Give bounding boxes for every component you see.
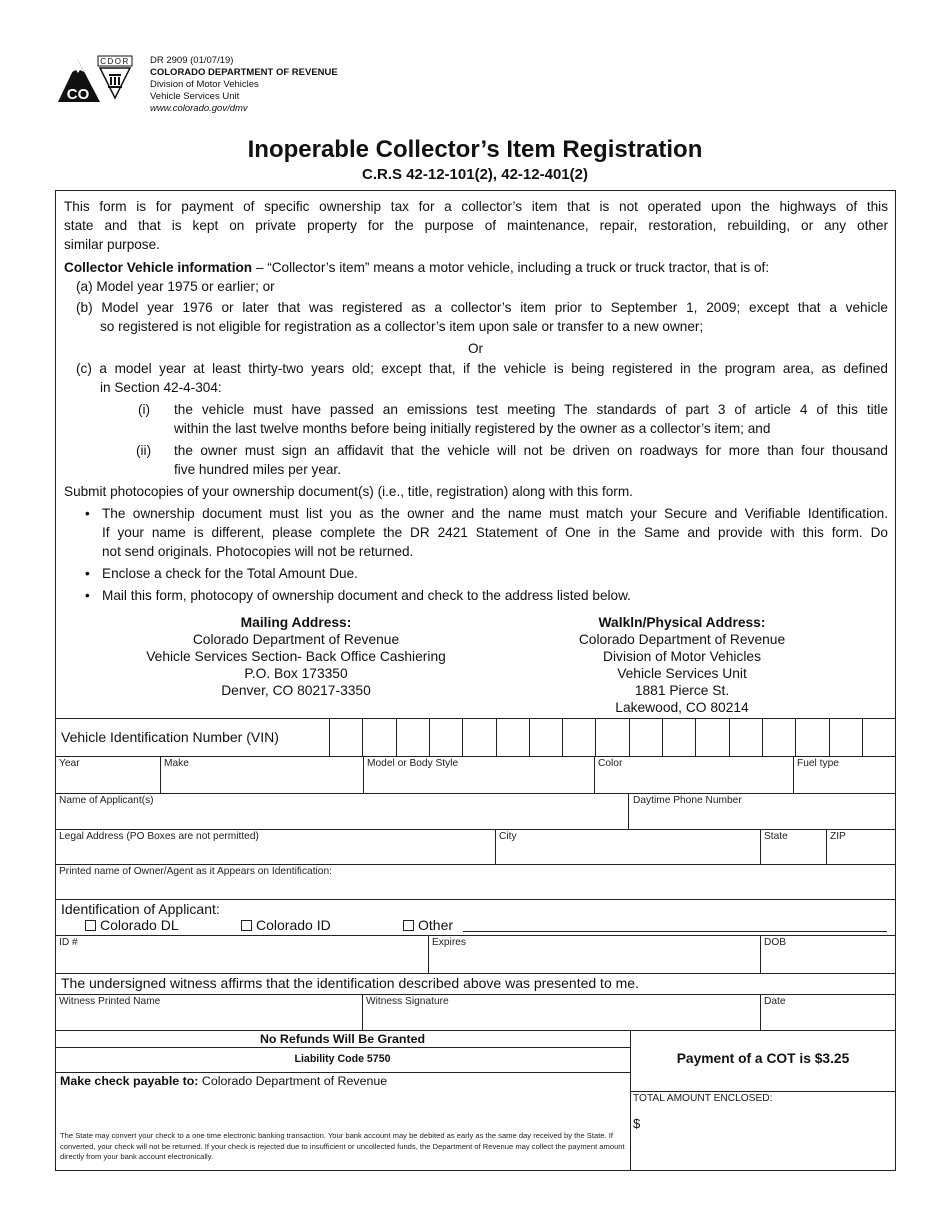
bullet-dot: • <box>85 566 90 581</box>
vin-box-divider <box>795 719 796 756</box>
liability-code: Liability Code 5750 <box>294 1053 391 1065</box>
color-field[interactable]: Color <box>598 758 623 769</box>
checkbox-icon <box>403 920 414 931</box>
witness-statement: The undersigned witness affirms that the identification described above was presented to me. <box>61 975 639 991</box>
unit-name: Vehicle Services Unit <box>150 91 240 102</box>
sub-ii-number: (ii) <box>136 443 152 458</box>
year-field[interactable]: Year <box>59 758 80 769</box>
mailing-line: Denver, CO 80217-3350 <box>221 683 371 698</box>
model-field[interactable]: Model or Body Style <box>367 758 459 769</box>
other-id-input[interactable] <box>463 931 887 932</box>
other-id-label: Other <box>418 917 454 933</box>
mailing-line: Colorado Department of Revenue <box>192 632 400 647</box>
vin-box-divider <box>829 719 830 756</box>
mailing-line: P.O. Box 173350 <box>244 666 348 681</box>
legal-address-field[interactable]: Legal Address (PO Boxes are not permitted) <box>59 831 259 842</box>
bullet1-line3: not send originals. Photocopies will not be returned. <box>102 544 414 559</box>
submit-line: Submit photocopies of your ownership document(s) (i.e., title, registration) along with this form. <box>64 484 633 499</box>
form-subtitle: C.R.S 42-12-101(2), 42-12-401(2) <box>362 166 588 183</box>
check-conversion-disclaimer: The State may convert your check to a one time electronic banking transaction. Your bank account may be debited as early as the same day received by the State. If converted, your check will not be returned. If your check is rejected due to insufficient or uncollected funds, the Department of Revenue may collect the payment amount directly from your bank account electronically. <box>60 1131 625 1161</box>
intro-line: state and that is kept on private property for the purpose of maintenance, repair, restoration, rebuilding, or any other <box>64 218 888 233</box>
criteria-c-line1: (c) a model year at least thirty-two years old; except that, if the vehicle is being registered in the program area, as defined <box>76 361 888 376</box>
walkin-heading: Walkln/Physical Address: <box>598 615 766 630</box>
cdor-logo <box>56 54 134 110</box>
walkin-line: Lakewood, CO 80214 <box>615 700 749 715</box>
form-number: DR 2909 (01/07/19) <box>150 55 234 66</box>
total-amount-input[interactable]: $ <box>633 1116 641 1131</box>
bullet2: Enclose a check for the Total Amount Due. <box>102 566 358 581</box>
vin-label: Vehicle Identification Number (VIN) <box>61 729 279 745</box>
walkin-line: 1881 Pierce St. <box>634 683 730 698</box>
city-field[interactable]: City <box>499 831 517 842</box>
colorado-id-label: Colorado ID <box>256 917 331 933</box>
printed-name-field[interactable]: Printed name of Owner/Agent as it Appears on Identification: <box>59 866 332 877</box>
sub-ii-line2: five hundred miles per year. <box>174 462 341 477</box>
vin-box-divider <box>595 719 596 756</box>
payable-to <box>60 1074 387 1088</box>
vin-box-divider <box>695 719 696 756</box>
witness-date-field[interactable]: Date <box>764 996 786 1007</box>
colorado-dl-label: Colorado DL <box>100 917 179 933</box>
vin-box-divider <box>329 719 330 756</box>
criteria-a: (a) Model year 1975 or earlier; or <box>76 279 275 294</box>
vin-box-divider <box>662 719 663 756</box>
logo-co-text: CO <box>66 86 90 103</box>
total-amount-label: TOTAL AMOUNT ENCLOSED: <box>633 1093 773 1104</box>
criteria-b-line1: (b) Model year 1976 or later that was registered as a collector’s item prior to September 1, 2009; except that a vehicle <box>76 300 888 315</box>
walkin-line: Vehicle Services Unit <box>617 666 747 681</box>
applicant-name-field[interactable]: Name of Applicant(s) <box>59 795 154 806</box>
checkbox-icon <box>85 920 96 931</box>
make-field[interactable]: Make <box>164 758 189 769</box>
colorado-id-checkbox[interactable] <box>241 917 331 933</box>
phone-field[interactable]: Daytime Phone Number <box>633 795 742 806</box>
collector-info-line <box>64 258 769 277</box>
website-link[interactable]: www.colorado.gov/dmv <box>150 103 248 114</box>
collector-info-heading: Collector Vehicle information <box>64 260 253 275</box>
vin-box-divider <box>729 719 730 756</box>
sub-i-number: (i) <box>138 402 151 417</box>
vin-box-divider <box>396 719 397 756</box>
registration-form <box>55 719 896 1171</box>
sub-i-line1: the vehicle must have passed an emissions test meeting The standards of part 3 of article 4 of this title <box>174 402 888 417</box>
witness-signature-field[interactable]: Witness Signature <box>366 996 449 1007</box>
expires-field[interactable]: Expires <box>432 937 466 948</box>
zip-field[interactable]: ZIP <box>830 831 846 842</box>
colorado-dl-checkbox[interactable] <box>85 917 179 933</box>
vin-box-divider <box>496 719 497 756</box>
mailing-line: Vehicle Services Section- Back Office Cashiering <box>146 649 446 664</box>
or-separator: Or <box>467 341 484 356</box>
criteria-b-line2: so registered is not eligible for registration as a collector’s item upon sale or transfer to a new owner; <box>100 319 704 334</box>
checkbox-icon <box>241 920 252 931</box>
witness-name-field[interactable]: Witness Printed Name <box>59 996 161 1007</box>
state-field[interactable]: State <box>764 831 788 842</box>
vin-box-divider <box>895 719 896 756</box>
vin-box-divider <box>629 719 630 756</box>
fuel-type-field[interactable]: Fuel type <box>797 758 839 769</box>
vin-box-divider <box>362 719 363 756</box>
criteria-c-line2: in Section 42-4-304: <box>100 380 222 395</box>
intro-line: similar purpose. <box>64 237 160 252</box>
vin-box-divider <box>762 719 763 756</box>
department-name: COLORADO DEPARTMENT OF REVENUE <box>150 67 338 78</box>
id-heading: Identification of Applicant: <box>61 901 220 917</box>
collector-info-text: – “Collector’s item” means a motor vehicle, including a truck or truck tractor, that is of: <box>252 260 770 275</box>
vin-box-divider <box>562 719 563 756</box>
sub-i-line2: within the last twelve months before being initially registered by the owner as a collector’s item; and <box>174 421 771 436</box>
vin-box-divider <box>462 719 463 756</box>
no-refunds-notice: No Refunds Will Be Granted <box>259 1032 426 1046</box>
other-id-checkbox[interactable] <box>403 917 453 933</box>
vin-box-divider <box>429 719 430 756</box>
bullet3: Mail this form, photocopy of ownership document and check to the address listed below. <box>102 588 631 603</box>
bullet-dot: • <box>85 588 90 603</box>
bullet1-line1: The ownership document must list you as the owner and the name must match your Secure and Verifiable Identification. <box>102 506 888 521</box>
payment-cot: Payment of a COT is $3.25 <box>676 1051 850 1066</box>
division-name: Division of Motor Vehicles <box>150 79 259 90</box>
form-title: Inoperable Collector’s Item Registration <box>247 136 703 163</box>
mailing-heading: Mailing Address: <box>240 615 352 630</box>
sub-ii-line1: the owner must sign an affidavit that the vehicle will not be driven on roadways for more than four thousand <box>174 443 888 458</box>
id-number-field[interactable]: ID # <box>59 937 78 948</box>
payable-to-value: Colorado Department of Revenue <box>198 1074 388 1088</box>
instructions-box <box>55 190 896 719</box>
walkin-line: Division of Motor Vehicles <box>603 649 761 664</box>
payable-to-label: Make check payable to: <box>60 1074 199 1088</box>
walkin-line: Colorado Department of Revenue <box>578 632 786 647</box>
intro-line: This form is for payment of specific ownership tax for a collector’s item that is not operated upon the highways of this <box>64 199 888 214</box>
vin-box-divider <box>862 719 863 756</box>
bullet-dot: • <box>85 506 90 521</box>
dob-field[interactable]: DOB <box>764 937 787 948</box>
bullet1-line2: If your name is different, please complete the DR 2421 Statement of One in the Same and provide with this form. Do <box>102 525 888 540</box>
vin-box-divider <box>529 719 530 756</box>
logo-cdor-text: CDOR <box>100 57 130 66</box>
